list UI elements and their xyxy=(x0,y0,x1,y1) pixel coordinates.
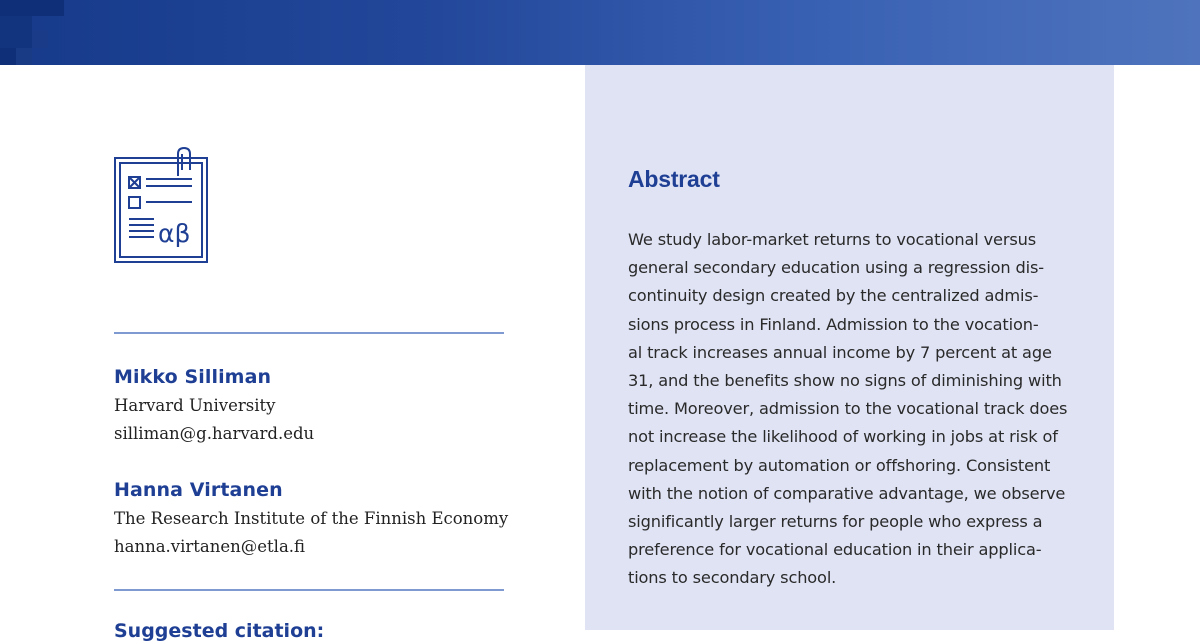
banner-pixel-block xyxy=(0,16,32,48)
abstract-line: tions to secondary school. xyxy=(628,568,837,588)
author-email[interactable]: hanna.virtanen@etla.fi xyxy=(114,537,306,556)
abstract-line: 31, and the benefits show no signs of diminishing with xyxy=(628,370,1062,390)
suggested-citation-heading: Suggested citation: xyxy=(114,620,325,642)
abstract-line: sions process in Finland. Admission to the vocation- xyxy=(628,314,1039,334)
abstract-line: We study labor-market returns to vocational versus xyxy=(628,230,1037,249)
abstract-line: with the notion of comparative advantage, we observe xyxy=(628,483,1066,503)
abstract-line: al track increases annual income by 7 percent at age xyxy=(628,342,1052,362)
author-email[interactable]: silliman@g.harvard.edu xyxy=(114,424,315,443)
banner-pixel-block xyxy=(0,0,64,16)
document-checklist-icon xyxy=(112,146,210,266)
abstract-body xyxy=(628,226,1078,592)
abstract-line: not increase the likelihood of working in jobs at risk of xyxy=(628,427,1058,447)
author-name: Mikko Silliman xyxy=(114,366,272,388)
abstract-line: time. Moreover, admission to the vocational track does xyxy=(628,399,1068,419)
banner-pixel-block xyxy=(0,48,16,65)
abstract-title: Abstract xyxy=(628,166,720,192)
banner-pixel-block xyxy=(32,30,48,48)
abstract-line: significantly larger returns for people who express a xyxy=(628,511,1043,531)
author-affiliation: The Research Institute of the Finnish Economy xyxy=(114,509,509,528)
abstract-line: replacement by automation or offshoring. Consistent xyxy=(628,455,1051,475)
header-banner xyxy=(0,0,1200,65)
divider-bottom xyxy=(114,589,504,591)
author-affiliation: Harvard University xyxy=(114,396,276,415)
divider-top xyxy=(114,332,504,334)
author-name: Hanna Virtanen xyxy=(114,479,283,501)
banner-pixel-block xyxy=(16,48,32,65)
abstract-line: continuity design created by the centralized admis- xyxy=(628,286,1039,306)
abstract-line: preference for vocational education in their applica- xyxy=(628,540,1042,560)
abstract-line: general secondary education using a regression dis- xyxy=(628,258,1044,278)
alpha-beta-glyph: αβ xyxy=(158,219,191,248)
